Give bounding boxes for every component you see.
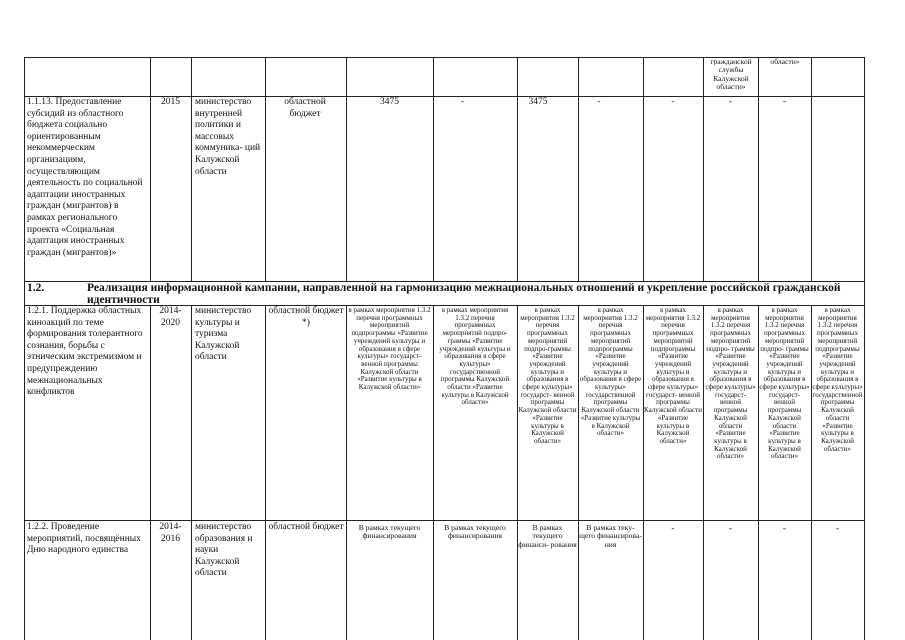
row-122-value: - xyxy=(835,524,840,534)
row-1113-source: областной бюджет xyxy=(284,97,326,119)
row-121-program-cell: в рамках мероприятия 1.3.2 перечня программных мероприятий подпро- граммы «Развитие учреждений культуры и образования в сфере культуры» государст- венной программы Калужской области «Развитие культуры в Калужской области» xyxy=(759,307,810,461)
column-line xyxy=(191,57,192,281)
row-1113-total: 3475 xyxy=(380,97,399,107)
row-122-name: 1.2.2. Проведение мероприятий, посвящённых Дню народного единства xyxy=(27,522,141,556)
row-122-value: - xyxy=(782,524,787,534)
column-line xyxy=(758,57,759,281)
column-line xyxy=(24,57,25,640)
row-122-executor: министерство образования и науки Калужской области xyxy=(195,522,253,579)
row-121-name: 1.2.1. Поддержка областных киноакций по теме формирования толерантного сознания, борьбы с этническим экстремизмом и предупреждению межнациональных конфликтов xyxy=(27,306,143,398)
top-row-program-cell: гражданской службы Калужской области» xyxy=(710,58,752,92)
row-121-program-cell: в рамках мероприятия 1.3.2 перечня программных мероприятий подпро- граммы «Развитие учреждений культуры и образования в сфере культуры» государст- венной программы Калужской области «Развитие культуры в Калужской области» xyxy=(705,307,756,461)
column-line xyxy=(265,57,266,281)
column-line xyxy=(346,57,347,281)
row-121-program-cell: в рамках мероприятия 1.3.2 перечня программных мероприятий подпро-граммы «Развитие учреждений культуры и образования в сфере культуры» государст- венной программы Калужской области «Развитие культуры в Калужской области» xyxy=(518,307,577,445)
row-121-program-cell: в рамках мероприятия 1.3.2 перечня программных мероприятий подпрограммы «Развитие учреждений культуры и образования в сфере культуры» государст- венной программы Калужской области «Развитие культуры в Калужской области» xyxy=(644,307,702,445)
row-1113-value: - xyxy=(671,97,675,107)
row-122-funding-cell: В рамках текущего финансирования xyxy=(444,524,506,541)
row-1113-value: - xyxy=(782,97,787,107)
row-122-value: - xyxy=(671,524,675,534)
column-line xyxy=(150,305,151,640)
column-line xyxy=(578,57,579,281)
row-121-program-cell: в рамках мероприятия 1.3.2 перечня программных мероприятий подпро-граммы «Развитие учреждений культуры и образования в сфере культуры» государственной программы Калужской области «Развитие культуры в Калужской области» xyxy=(439,307,511,407)
column-line xyxy=(864,57,865,640)
column-line xyxy=(643,57,644,281)
top-row-program-cell-2: области» xyxy=(770,58,800,66)
column-line xyxy=(150,57,151,281)
section-number: 1.2. xyxy=(27,282,45,294)
row-1113-years: 2015 xyxy=(161,97,180,107)
column-line xyxy=(265,305,266,640)
row-1113-name: 1.1.13. Предоставление субсидий из областного бюджета социально ориентированным некоммерческим организациям, осуществляющим деятельность по социальной адаптации иностранных граждан (мигрантов) в рамках регионального проекта «Социальная адаптация иностранных граждан (мигрантов)» xyxy=(27,97,143,258)
row-122-years: 2014- 2016 xyxy=(159,522,182,544)
row-121-program-cell: в рамках мероприятия 1.3.2 перечня программных мероприятий подпрограммы «Развитие учреждений культуры и образования в сфере культуры» государст- венной программы Калужской области «Развитие культуры в Калужской области» xyxy=(348,307,431,392)
row-122-source: областной бюджет xyxy=(268,522,344,532)
row-121-source: областной бюджет *) xyxy=(268,306,344,328)
row-122-value: - xyxy=(728,524,733,534)
row-121-executor: министерство культуры и туризма Калужской области xyxy=(195,306,252,363)
column-line xyxy=(811,57,812,281)
row-1113-value: - xyxy=(597,97,601,107)
row-122-funding-cell: В рамках теку- щего финансирова- ния xyxy=(579,524,642,549)
row-121-years: 2014- 2020 xyxy=(159,306,182,328)
column-line xyxy=(703,57,704,281)
row-1113-executor: министерство внутренней политики и массовых коммуника- ций Калужской области xyxy=(195,97,261,177)
row-121-program-cell: в рамках мероприятия 1.3.2 перечня программных мероприятий подпрограммы «Развитие учреждений культуры и образования в сфере культуры» государственной программы Калужской области «Развитие культуры в Калужской области» xyxy=(579,307,642,438)
column-line xyxy=(433,57,434,281)
row-121-program-cell: в рамках мероприятия 1.3.2 перечня программных мероприятий подпрограммы «Развитие учреждений культуры и образования в сфере культуры» государственной программы Калужской области «Развитие культуры в Калужской области» xyxy=(812,307,863,453)
column-line xyxy=(191,305,192,640)
row-1113-value: 3475 xyxy=(528,97,548,107)
row-1113-value: - xyxy=(460,97,465,107)
row-122-funding-cell: В рамках текущего финансирования xyxy=(358,524,421,541)
row-1113-value: - xyxy=(728,97,733,107)
section-title: Реализация информационной кампании, направленной на гармонизацию межнациональных отношений и укрепление российской гражданской идентичности xyxy=(87,282,841,306)
column-line xyxy=(517,57,518,281)
row-122-funding-cell: В рамках текущего финанси- рования xyxy=(518,524,577,549)
